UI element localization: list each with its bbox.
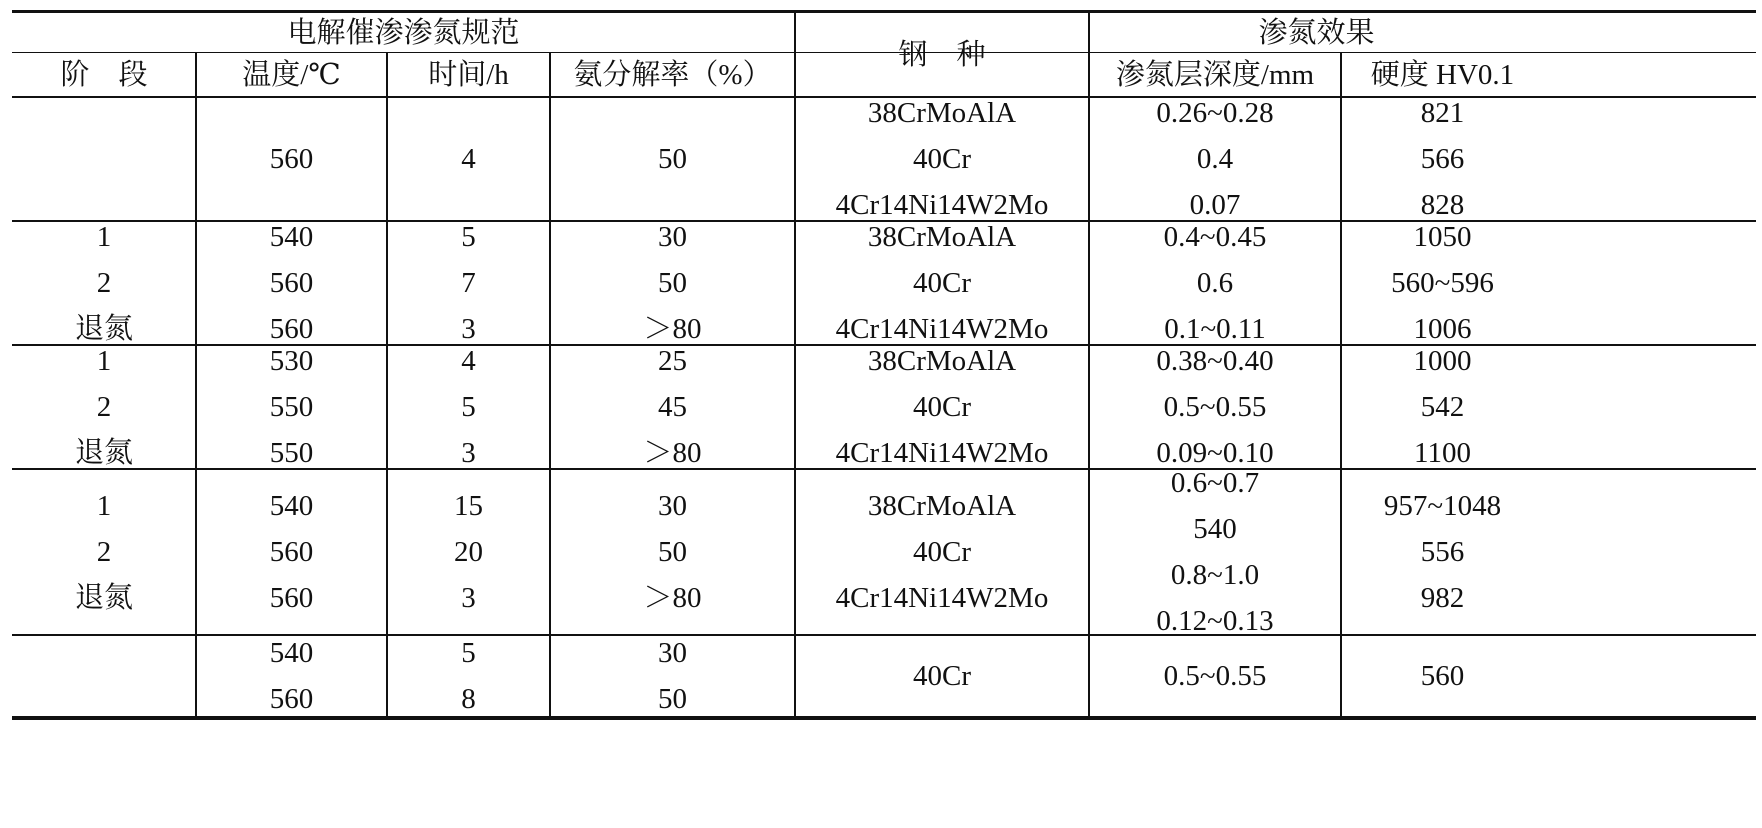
decomposition-cell-line: 50 <box>658 536 687 568</box>
time-cell-line: 5 <box>461 637 476 669</box>
stage-cell-line: 2 <box>96 391 112 423</box>
depth-cell-line: 0.07 <box>1189 189 1241 221</box>
header-hardness-text: 硬度 HV0.1 <box>1370 58 1515 91</box>
decomposition-cell <box>550 636 795 716</box>
steel-cell-line: 4Cr14Ni14W2Mo <box>835 582 1049 614</box>
steel-cell-line: 38CrMoAlA <box>867 221 1017 253</box>
time-cell-line: 4 <box>461 345 476 377</box>
temperature-cell-line: 530 <box>269 345 314 377</box>
stage-cell-line: 1 <box>96 345 112 377</box>
header-decomposition-rate <box>550 53 795 96</box>
time-cell <box>387 470 550 634</box>
header-temperature-text: 温度/℃ <box>242 58 341 91</box>
depth-cell-line: 0.38~0.40 <box>1156 345 1274 377</box>
depth-cell <box>1089 346 1341 468</box>
temperature-cell-line: 560 <box>269 313 314 345</box>
stage-cell-line: 退氮 <box>74 437 133 469</box>
temperature-cell-line: 560 <box>269 536 314 568</box>
time-cell-line: 5 <box>461 391 476 423</box>
time-cell-line: 3 <box>461 582 476 614</box>
temperature-cell <box>196 222 387 344</box>
decomposition-cell-line: 50 <box>658 267 687 299</box>
temperature-cell-line: 560 <box>269 582 314 614</box>
decomposition-cell-line: 45 <box>658 391 687 423</box>
time-cell-line: 4 <box>461 143 476 175</box>
time-cell-line: 3 <box>461 313 476 345</box>
stage-cell <box>12 222 196 344</box>
header-layer-depth-text: 渗氮层深度/mm <box>1115 58 1315 91</box>
time-cell-line: 15 <box>454 490 483 522</box>
depth-cell-line: 0.26~0.28 <box>1156 97 1274 129</box>
decomposition-cell <box>550 470 795 634</box>
depth-cell-line: 0.5~0.55 <box>1163 660 1267 692</box>
stage-cell <box>12 470 196 634</box>
decomposition-cell-line: ＞80 <box>643 437 702 469</box>
header-nitriding-spec-text: 电解催渗渗氮规范 <box>287 16 520 49</box>
hardness-cell-line: 566 <box>1420 143 1465 175</box>
depth-cell-line: 0.6~0.7 <box>1170 467 1260 499</box>
decomposition-cell <box>550 222 795 344</box>
temperature-cell-line: 540 <box>269 221 314 253</box>
stage-cell <box>12 346 196 468</box>
time-cell-line: 7 <box>461 267 476 299</box>
stage-cell <box>12 98 196 220</box>
temperature-cell-line: 560 <box>269 267 314 299</box>
hardness-cell-line: 1006 <box>1413 313 1472 345</box>
hardness-cell-line: 560~596 <box>1391 267 1494 299</box>
time-cell-line: 8 <box>461 683 476 715</box>
temperature-cell-line: 540 <box>269 637 314 669</box>
stage-cell-line: 1 <box>96 221 112 253</box>
header-temperature <box>196 53 387 96</box>
steel-cell <box>795 98 1089 220</box>
depth-cell <box>1089 636 1341 716</box>
hardness-cell-line: 1050 <box>1413 221 1472 253</box>
depth-cell <box>1089 222 1341 344</box>
header-nitriding-effect <box>1089 13 1544 52</box>
temperature-cell <box>196 470 387 634</box>
hardness-cell-line: 957~1048 <box>1383 490 1502 522</box>
temperature-cell <box>196 346 387 468</box>
header-steel-grade-text: 钢 种 <box>898 38 986 71</box>
temperature-cell <box>196 636 387 716</box>
hardness-cell <box>1341 98 1544 220</box>
header-time <box>387 53 550 96</box>
time-cell-line: 20 <box>454 536 483 568</box>
decomposition-cell-line: 50 <box>658 683 687 715</box>
depth-cell-line: 0.4~0.45 <box>1163 221 1267 253</box>
temperature-cell-line: 560 <box>269 143 314 175</box>
steel-cell <box>795 222 1089 344</box>
stage-cell-line: 1 <box>96 490 112 522</box>
header-decomposition-rate-text: 氨分解率（%） <box>573 58 772 91</box>
stage-cell-line: 2 <box>96 536 112 568</box>
hardness-cell-line: 1100 <box>1414 437 1471 469</box>
depth-cell <box>1089 98 1341 220</box>
header-stage-text: 阶 段 <box>60 58 148 91</box>
decomposition-cell-line: 30 <box>658 221 687 253</box>
depth-cell-line: 0.8~1.0 <box>1170 559 1260 591</box>
depth-cell-line: 0.1~0.11 <box>1164 313 1266 345</box>
steel-cell-line: 38CrMoAlA <box>867 345 1017 377</box>
temperature-cell-line: 550 <box>269 391 314 423</box>
steel-cell-line: 4Cr14Ni14W2Mo <box>835 437 1049 469</box>
decomposition-cell-line: ＞80 <box>643 313 702 345</box>
depth-cell-line: 540 <box>1193 513 1237 545</box>
depth-cell-line: 0.09~0.10 <box>1156 437 1274 469</box>
steel-cell-line: 40Cr <box>913 660 971 692</box>
time-cell <box>387 636 550 716</box>
depth-cell <box>1089 467 1341 637</box>
steel-cell <box>795 470 1089 634</box>
temperature-cell-line: 550 <box>269 437 314 469</box>
time-cell-line: 3 <box>461 437 476 469</box>
steel-cell-line: 4Cr14Ni14W2Mo <box>835 313 1049 345</box>
decomposition-cell <box>550 98 795 220</box>
header-stage <box>12 53 196 96</box>
steel-cell-line: 38CrMoAlA <box>867 490 1017 522</box>
nitriding-table <box>12 10 1756 816</box>
decomposition-cell <box>550 346 795 468</box>
time-cell <box>387 222 550 344</box>
depth-cell-line: 0.4 <box>1196 143 1234 175</box>
temperature-cell-line: 560 <box>269 683 314 715</box>
header-nitriding-effect-text: 渗氮效果 <box>1258 16 1375 49</box>
steel-cell-line: 40Cr <box>913 267 971 299</box>
stage-cell-line: 2 <box>96 267 112 299</box>
stage-cell-line: 退氮 <box>74 582 133 614</box>
hardness-cell <box>1341 222 1544 344</box>
hardness-cell-line: 821 <box>1420 97 1465 129</box>
header-nitriding-spec <box>12 13 795 52</box>
header-steel-grade <box>795 13 1089 96</box>
depth-cell-line: 0.6 <box>1196 267 1234 299</box>
steel-cell-line: 40Cr <box>913 143 971 175</box>
decomposition-cell-line: 30 <box>658 637 687 669</box>
depth-cell-line: 0.5~0.55 <box>1163 391 1267 423</box>
decomposition-cell-line: ＞80 <box>643 582 702 614</box>
time-cell-line: 5 <box>461 221 476 253</box>
stage-cell <box>12 636 196 716</box>
hardness-cell-line: 560 <box>1420 660 1465 692</box>
decomposition-cell-line: 50 <box>658 143 687 175</box>
time-cell <box>387 346 550 468</box>
steel-cell-line: 38CrMoAlA <box>867 97 1017 129</box>
steel-cell-line: 4Cr14Ni14W2Mo <box>835 189 1049 221</box>
temperature-cell <box>196 98 387 220</box>
decomposition-cell-line: 25 <box>658 345 687 377</box>
steel-cell <box>795 636 1089 716</box>
depth-cell-line: 0.12~0.13 <box>1156 605 1274 637</box>
temperature-cell-line: 540 <box>269 490 314 522</box>
hardness-cell <box>1341 470 1544 634</box>
hardness-cell <box>1341 636 1544 716</box>
header-time-text: 时间/h <box>428 58 509 91</box>
decomposition-cell-line: 30 <box>658 490 687 522</box>
hardness-cell <box>1341 346 1544 468</box>
hardness-cell-line: 982 <box>1420 582 1465 614</box>
steel-cell-line: 40Cr <box>913 536 971 568</box>
stage-cell-line: 退氮 <box>74 313 133 345</box>
steel-cell-line: 40Cr <box>913 391 971 423</box>
hardness-cell-line: 1000 <box>1413 345 1472 377</box>
time-cell <box>387 98 550 220</box>
hardness-cell-line: 556 <box>1420 536 1465 568</box>
hardness-cell-line: 542 <box>1420 391 1465 423</box>
steel-cell <box>795 346 1089 468</box>
hardness-cell-line: 828 <box>1420 189 1465 221</box>
